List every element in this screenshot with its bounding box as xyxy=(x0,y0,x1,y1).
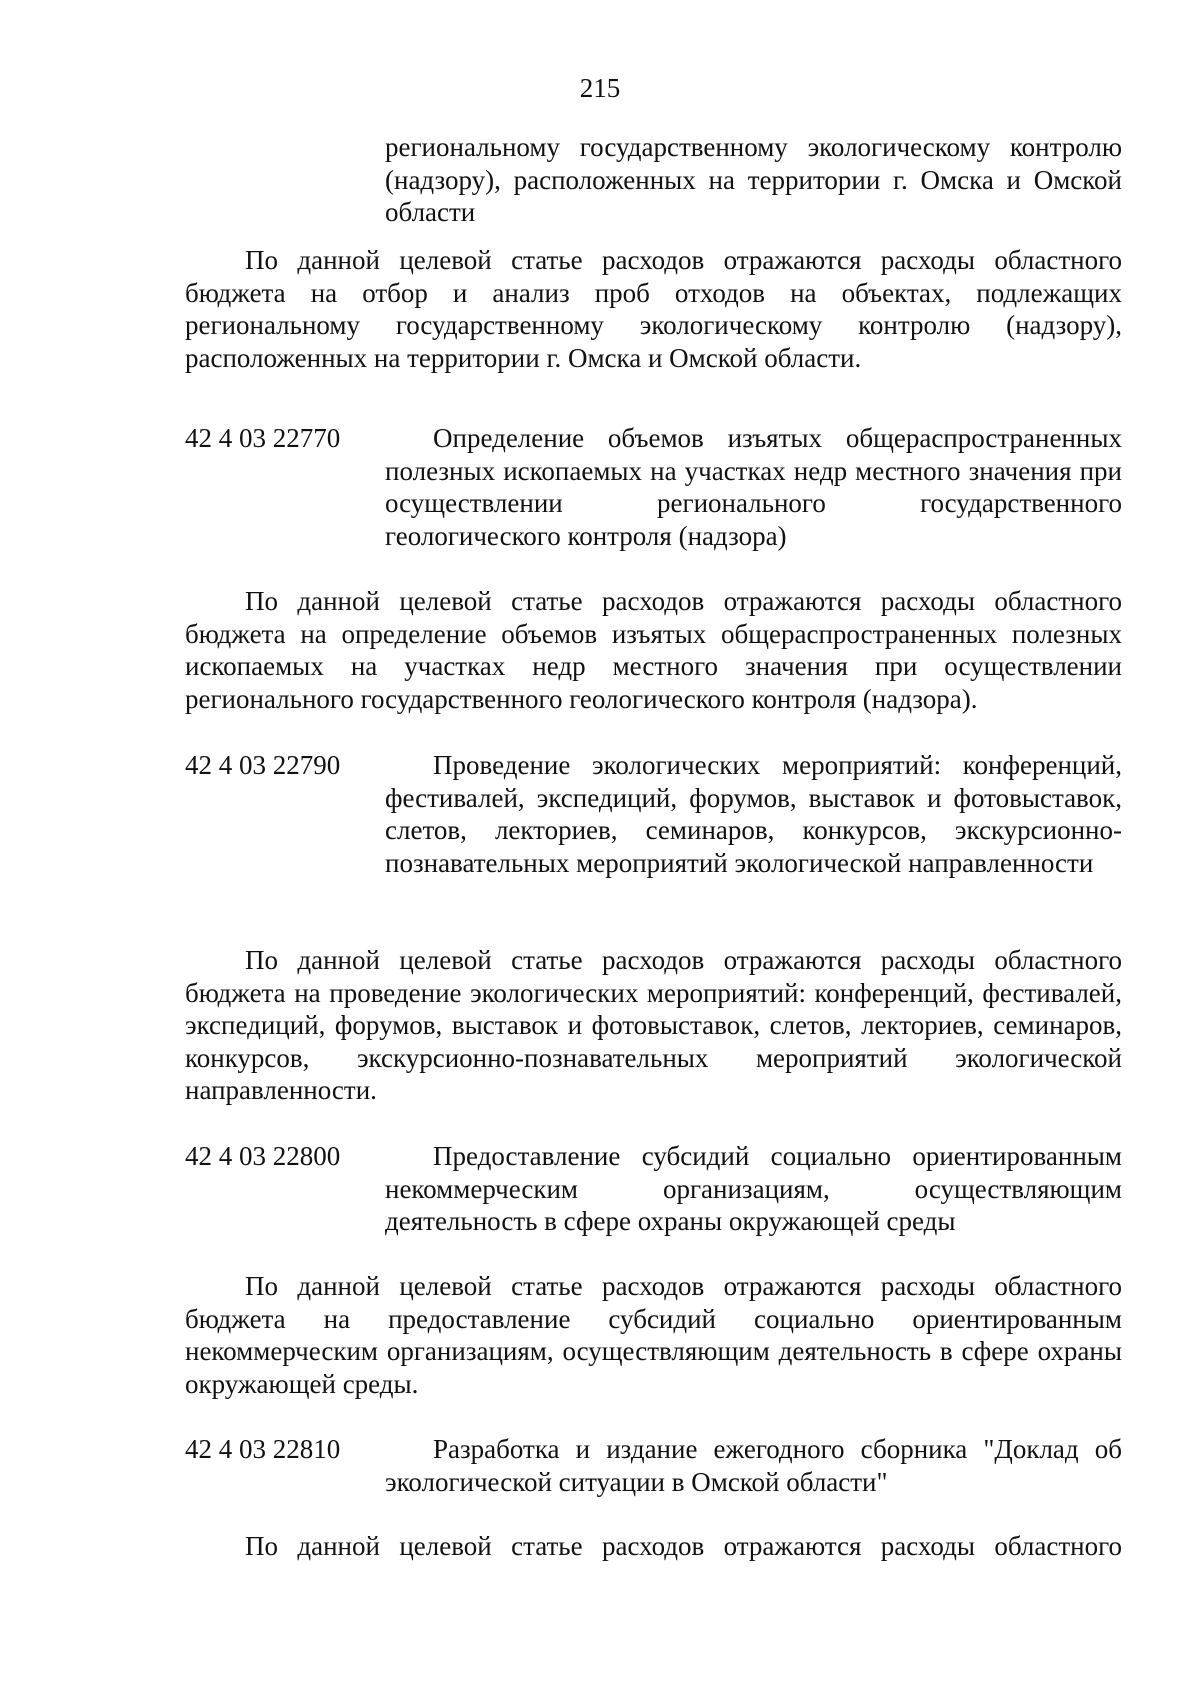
entry-title: Разработка и издание ежегодного сборника "Доклад об экологической ситуации в Омской области" xyxy=(385,1434,1122,1497)
entry-code: 42 4 03 22810 xyxy=(185,1434,341,1464)
entry-description: По данной целевой статье расходов отражаются расходы областного бюджета на проведение экологических мероприятий: конференций, фестивалей, экспедиций, форумов, выставок и фотовыставок, слетов, лекториев, семинаров, конкурсов, экскурсионно-познавательных мероприятий экологической направленности. xyxy=(185,945,1122,1105)
entry-title: Проведение экологических мероприятий: конференций, фестивалей, экспедиций, форумов, выставок и фотовыставок, слетов, лекториев, семинаров, конкурсов, экскурсионно-познавательных мероприятий экологической направленности xyxy=(385,750,1122,878)
entry-description: По данной целевой статье расходов отражаются расходы областного бюджета на определение объемов изъятых общераспространенных полезных ископаемых на участках недр местного значения при осуществлении регионального государственного геологического контроля (надзора). xyxy=(185,586,1122,714)
page-number: 215 xyxy=(579,73,621,103)
entry-code: 42 4 03 22770 xyxy=(185,423,341,453)
continuation-text: региональному государственному экологическому контролю (надзору), расположенных на территории г. Омска и Омской области xyxy=(385,132,1122,227)
entry-code: 42 4 03 22790 xyxy=(185,750,341,780)
entry-description: По данной целевой статье расходов отражаются расходы областного бюджета на предоставление субсидий социально ориентированным некоммерческим организациям, осуществляющим деятельность в сфере охраны окружающей среды. xyxy=(185,1271,1122,1399)
entry-title: Определение объемов изъятых общераспространенных полезных ископаемых на участках недр местного значения при осуществлении регионального государственного геологического контроля (надзора) xyxy=(385,423,1122,551)
entry-code: 42 4 03 22800 xyxy=(185,1141,341,1171)
entry-description: По данной целевой статье расходов отражаются расходы областного xyxy=(245,1531,1122,1561)
entry-title: Предоставление субсидий социально ориентированным некоммерческим организациям, осуществляющим деятельность в сфере охраны окружающей среды xyxy=(385,1141,1122,1236)
entry-description: По данной целевой статье расходов отражаются расходы областного бюджета на отбор и анализ проб отходов на объектах, подлежащих региональному государственному экологическому контролю (надзору), расположенных на территории г. Омска и Омской области. xyxy=(185,245,1122,373)
